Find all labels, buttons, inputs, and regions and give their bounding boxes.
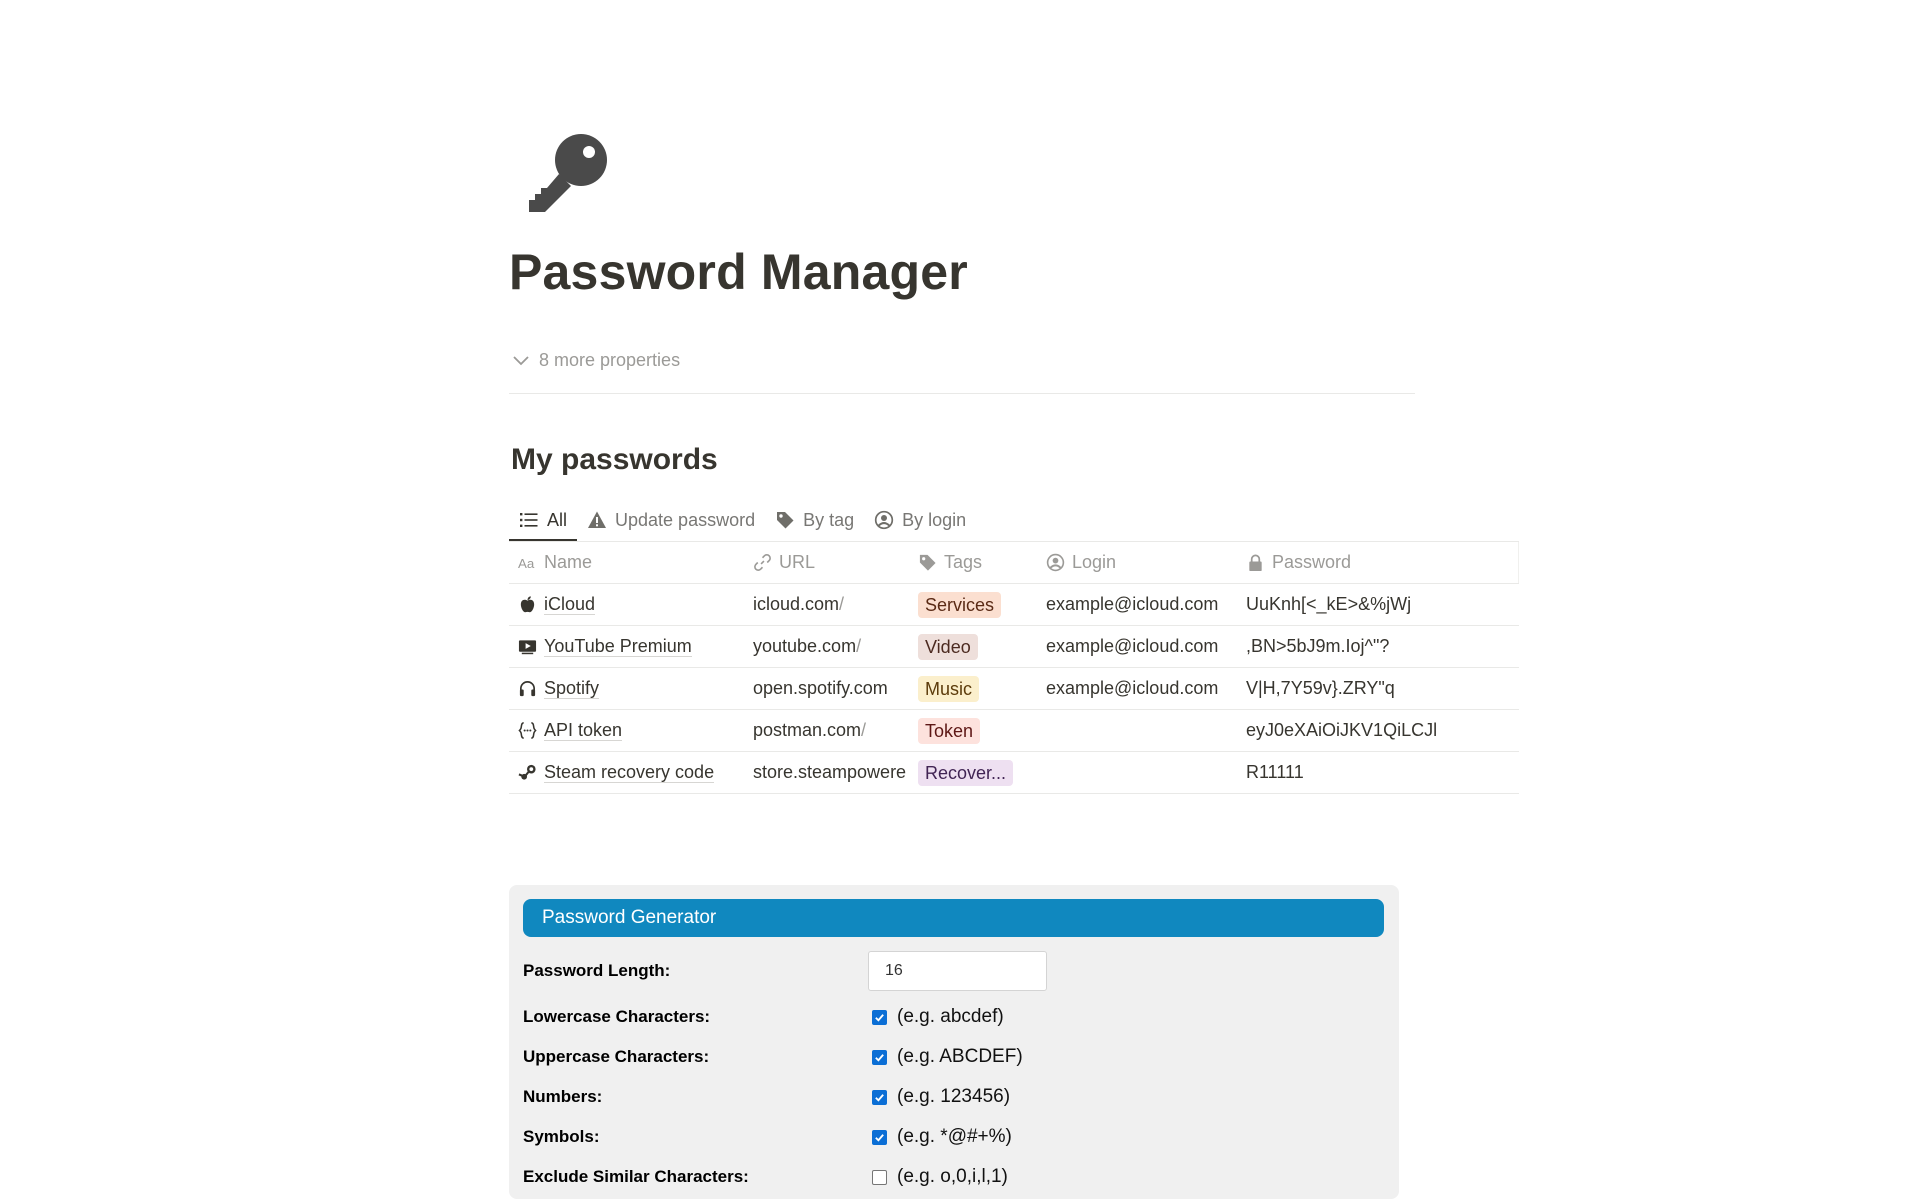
table-row[interactable] (509, 752, 1519, 794)
url-cell[interactable] (744, 752, 909, 793)
tags-cell[interactable] (909, 584, 1037, 625)
row-login: example@icloud.com (1046, 636, 1219, 656)
tag-badge: Video (918, 634, 978, 660)
row-url: open.spotify.com (753, 678, 888, 698)
row-name: iCloud (544, 594, 596, 614)
steam-icon (518, 763, 537, 782)
tag-badge: Services (918, 592, 1001, 618)
option-row (523, 1002, 1384, 1032)
column-header-url[interactable] (744, 542, 909, 583)
column-header-login[interactable] (1037, 542, 1237, 583)
column-header-name[interactable] (509, 542, 744, 583)
table-row[interactable] (509, 668, 1519, 710)
divider (509, 393, 1415, 394)
option-label: Exclude Similar Characters: (523, 1167, 749, 1186)
tag-icon (775, 510, 795, 530)
exclude-similar-checkbox[interactable] (872, 1170, 887, 1185)
table-row[interactable] (509, 710, 1519, 752)
user-circle-icon (1046, 553, 1065, 572)
login-cell[interactable] (1037, 752, 1237, 793)
option-checkbox-group (868, 1086, 1010, 1108)
login-cell[interactable] (1037, 626, 1237, 667)
tab-update-password[interactable] (577, 499, 765, 541)
video-icon (518, 637, 537, 656)
option-row (523, 1082, 1384, 1112)
more-properties-toggle[interactable] (511, 346, 680, 374)
check-icon (874, 1092, 885, 1103)
apple-icon (518, 595, 537, 614)
more-properties-label: 8 more properties (539, 349, 681, 370)
row-name: YouTube Premium (544, 636, 692, 656)
login-cell[interactable] (1037, 710, 1237, 751)
row-url: store.steampowere (753, 762, 907, 782)
check-icon (874, 1132, 885, 1143)
row-url: postman.com/ (753, 720, 867, 740)
uppercase-checkbox[interactable] (872, 1050, 887, 1065)
option-label: Uppercase Characters: (523, 1047, 710, 1066)
tab-label: All (547, 509, 568, 530)
name-cell[interactable] (509, 626, 744, 667)
tab-all[interactable] (509, 499, 577, 541)
generator-title: Password Generator (523, 899, 1384, 937)
option-label: Symbols: (523, 1127, 600, 1146)
password-cell[interactable] (1237, 710, 1519, 751)
row-url: icloud.com/ (753, 594, 845, 614)
column-label: Name (544, 552, 593, 572)
option-checkbox-group (868, 1046, 1023, 1068)
numbers-checkbox[interactable] (872, 1090, 887, 1105)
option-example: (e.g. 123456) (897, 1086, 1011, 1107)
login-cell[interactable] (1037, 584, 1237, 625)
passwords-table (509, 541, 1519, 794)
column-header-password[interactable] (1237, 542, 1519, 583)
password-cell[interactable] (1237, 752, 1519, 793)
row-login: example@icloud.com (1046, 678, 1219, 698)
name-cell[interactable] (509, 668, 744, 709)
link-icon (753, 553, 772, 572)
tag-badge: Recover... (918, 760, 1013, 786)
option-label: Lowercase Characters: (523, 1007, 711, 1026)
password-cell[interactable] (1237, 626, 1519, 667)
row-password: UuKnh[<_kE>&%jWj (1246, 594, 1412, 614)
option-checkbox-group (868, 1006, 1004, 1028)
tab-by-login[interactable] (864, 499, 976, 541)
text-aa-icon (518, 553, 537, 572)
column-header-tags[interactable] (909, 542, 1037, 583)
length-row (523, 950, 1384, 992)
length-input[interactable]: 16 (868, 951, 1047, 991)
column-label: URL (779, 552, 816, 572)
tab-by-tag[interactable] (765, 499, 864, 541)
headphones-icon (518, 679, 537, 698)
lowercase-checkbox[interactable] (872, 1010, 887, 1025)
row-name: API token (544, 720, 623, 740)
column-label: Password (1272, 552, 1352, 572)
page-title: Password Manager (509, 244, 968, 300)
option-example: (e.g. ABCDEF) (897, 1046, 1023, 1067)
password-cell[interactable] (1237, 584, 1519, 625)
tab-label: By login (902, 509, 967, 530)
list-icon (519, 510, 539, 530)
table-row[interactable] (509, 626, 1519, 668)
row-login: example@icloud.com (1046, 594, 1219, 614)
key-icon[interactable] (521, 130, 611, 220)
column-label: Login (1072, 552, 1117, 572)
row-password: ,BN>5bJ9m.Ioj^"? (1246, 636, 1390, 656)
tags-cell[interactable] (909, 710, 1037, 751)
table-row[interactable] (509, 584, 1519, 626)
row-password: V|H,7Y59v}.ZRY"q (1246, 678, 1395, 698)
option-row (523, 1122, 1384, 1152)
row-name: Spotify (544, 678, 600, 698)
symbols-checkbox[interactable] (872, 1130, 887, 1145)
warning-icon (587, 510, 607, 530)
option-checkbox-group (868, 1126, 1012, 1148)
tags-cell[interactable] (909, 752, 1037, 793)
name-cell[interactable] (509, 584, 744, 625)
url-cell[interactable] (744, 668, 909, 709)
code-braces-icon (518, 721, 537, 740)
view-tabs (509, 499, 976, 541)
tab-label: Update password (615, 509, 756, 530)
option-example: (e.g. *@#+%) (897, 1126, 1012, 1147)
tab-label: By tag (803, 509, 855, 530)
name-cell[interactable] (509, 752, 744, 793)
tags-cell[interactable] (909, 626, 1037, 667)
password-generator (509, 885, 1399, 1199)
name-cell[interactable] (509, 710, 744, 751)
table-header (509, 541, 1519, 584)
url-cell[interactable] (744, 584, 909, 625)
tag-badge: Music (918, 676, 979, 702)
tag-icon (918, 553, 937, 572)
check-icon (874, 1012, 885, 1023)
option-example: (e.g. abcdef) (897, 1006, 1004, 1027)
url-cell[interactable] (744, 626, 909, 667)
login-cell[interactable] (1037, 668, 1237, 709)
check-icon (874, 1052, 885, 1063)
url-cell[interactable] (744, 710, 909, 751)
row-name: Steam recovery code (544, 762, 715, 782)
row-password: eyJ0eXAiOiJKV1QiLCJl (1246, 720, 1438, 740)
option-row (523, 1042, 1384, 1072)
row-password: R11111 (1246, 762, 1304, 782)
option-row (523, 1162, 1384, 1192)
chevron-down-icon (511, 350, 531, 370)
svg-text:Aa: Aa (518, 556, 535, 572)
user-circle-icon (874, 510, 894, 530)
length-label: Password Length: (523, 961, 671, 980)
password-cell[interactable] (1237, 668, 1519, 709)
column-label: Tags (944, 552, 983, 572)
row-url: youtube.com/ (753, 636, 862, 656)
option-label: Numbers: (523, 1087, 603, 1106)
option-example: (e.g. o,0,i,l,1) (897, 1166, 1008, 1187)
section-title: My passwords (511, 443, 718, 476)
tag-badge: Token (918, 718, 980, 744)
lock-icon (1246, 553, 1265, 572)
tags-cell[interactable] (909, 668, 1037, 709)
option-checkbox-group (868, 1166, 1008, 1188)
